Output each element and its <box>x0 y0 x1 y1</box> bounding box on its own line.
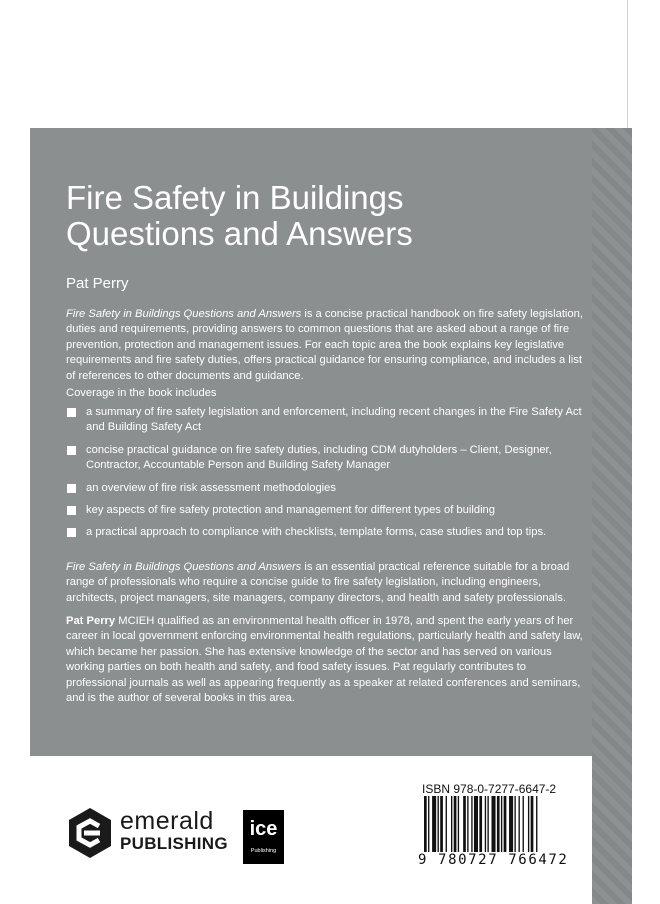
ice-logo-word: ice <box>249 818 278 840</box>
coverage-item <box>66 525 586 540</box>
barcode-bar <box>474 796 478 852</box>
closing-paragraph <box>66 560 586 606</box>
barcode-bar <box>440 796 443 852</box>
barcode-bar <box>523 796 524 852</box>
top-margin <box>0 0 628 128</box>
barcode-bar <box>438 796 439 852</box>
coverage-item <box>66 443 586 474</box>
ice-publishing-logo <box>243 810 284 864</box>
bullet-square-icon <box>67 446 76 455</box>
barcode-bar <box>497 796 500 852</box>
coverage-item-text: a summary of fire safety legislation and enforcement, including recent changes in the Fire Safety Act and Building Safety Act <box>86 406 582 434</box>
barcode-bar <box>501 796 502 852</box>
barcode-bar <box>504 796 507 852</box>
coverage-heading: Coverage in the book includes <box>66 387 217 399</box>
coverage-item <box>66 405 586 436</box>
page-edge-line <box>627 0 628 128</box>
barcode-bar <box>463 796 466 852</box>
publisher-sub: PUBLISHING <box>120 834 228 853</box>
barcode-bar <box>514 796 515 852</box>
bio-text: MCIEH qualified as an environmental health officer in 1978, and spent the early years of her career in local government enforcing environmental health regulations, particularly health and safety law, which became her passion. She has extensive knowledge of the sector and has served on various working parties on both health and safety, and food safety issues. Pat regularly contributes to professional journals as well as appearing frequently as a speaker at related conferences and seminars, and is the author of several books in this area. <box>66 615 583 705</box>
barcode-bar <box>458 796 459 852</box>
publisher-name: emerald <box>120 807 214 835</box>
barcode-bar <box>432 796 436 852</box>
barcode-bar <box>446 796 447 852</box>
barcode-digits: 9 780727 766472 <box>418 852 569 868</box>
author-name: Pat Perry <box>66 275 129 292</box>
book-title <box>66 180 586 252</box>
barcode-bar <box>479 796 482 852</box>
coverage-item <box>66 481 586 496</box>
barcode-bar <box>519 796 520 852</box>
bullet-square-icon <box>67 484 76 493</box>
barcode-bar <box>424 796 427 852</box>
coverage-list <box>66 405 586 548</box>
bullet-square-icon <box>67 408 76 417</box>
bullet-square-icon <box>67 506 76 515</box>
intro-text: is a concise practical handbook on fire safety legislation, duties and requirements, providing answers to common questions that are asked about a range of fire prevention, protection and management issues. For each topic area the book explains key legislative requirements and fire safety duties, offers practical guidance for ensuring compliance, and includes a list of references to other documents and guidance. <box>66 308 583 382</box>
barcode-bar <box>492 796 496 852</box>
emerald-logo-icon <box>66 806 114 860</box>
barcode-bar <box>528 796 529 852</box>
spine-strip <box>592 128 632 904</box>
coverage-item <box>66 503 586 518</box>
intro-book-title: Fire Safety in Buildings Questions and Answers <box>66 308 302 320</box>
barcode-bar <box>428 796 429 852</box>
barcode-bar <box>536 796 537 852</box>
barcode <box>422 796 582 852</box>
barcode-bar <box>531 796 534 852</box>
barcode-bar <box>454 796 457 852</box>
right-page-edge <box>628 0 660 128</box>
ice-logo-sub: Publishing <box>250 848 277 854</box>
coverage-item-text: a practical approach to compliance with checklists, template forms, case studies and top tips. <box>86 526 547 539</box>
intro-paragraph <box>66 307 586 384</box>
coverage-item-text: an overview of fire risk assessment methodologies <box>86 481 336 494</box>
coverage-item-text: key aspects of fire safety protection and management for different types of building <box>86 504 495 517</box>
coverage-item-text: concise practical guidance on fire safety duties, including CDM dutyholders – Client, Designer, Contractor, Accountable Person and Building Safety Manager <box>86 443 552 472</box>
author-bio <box>66 614 586 706</box>
barcode-bar <box>485 796 486 852</box>
bio-name: Pat Perry <box>66 615 116 627</box>
barcode-bar <box>451 796 452 852</box>
barcode-bar <box>467 796 468 852</box>
barcode-bar <box>471 796 472 852</box>
title-line-2: Questions and Answers <box>66 215 413 252</box>
title-line-1: Fire Safety in Buildings <box>66 179 404 216</box>
barcode-bar <box>509 796 513 852</box>
barcode-bar <box>487 796 488 852</box>
closing-book-title: Fire Safety in Buildings Questions and Answers <box>66 561 302 573</box>
bullet-square-icon <box>67 528 76 537</box>
closing-text: is an essential practical reference suitable for a broad range of professionals who require a concise guide to fire safety legislation, including engineers, architects, project managers, site managers, company directors, and health and safety professionals. <box>66 561 570 604</box>
isbn-label: ISBN 978-0-7277-6647-2 <box>422 782 557 796</box>
